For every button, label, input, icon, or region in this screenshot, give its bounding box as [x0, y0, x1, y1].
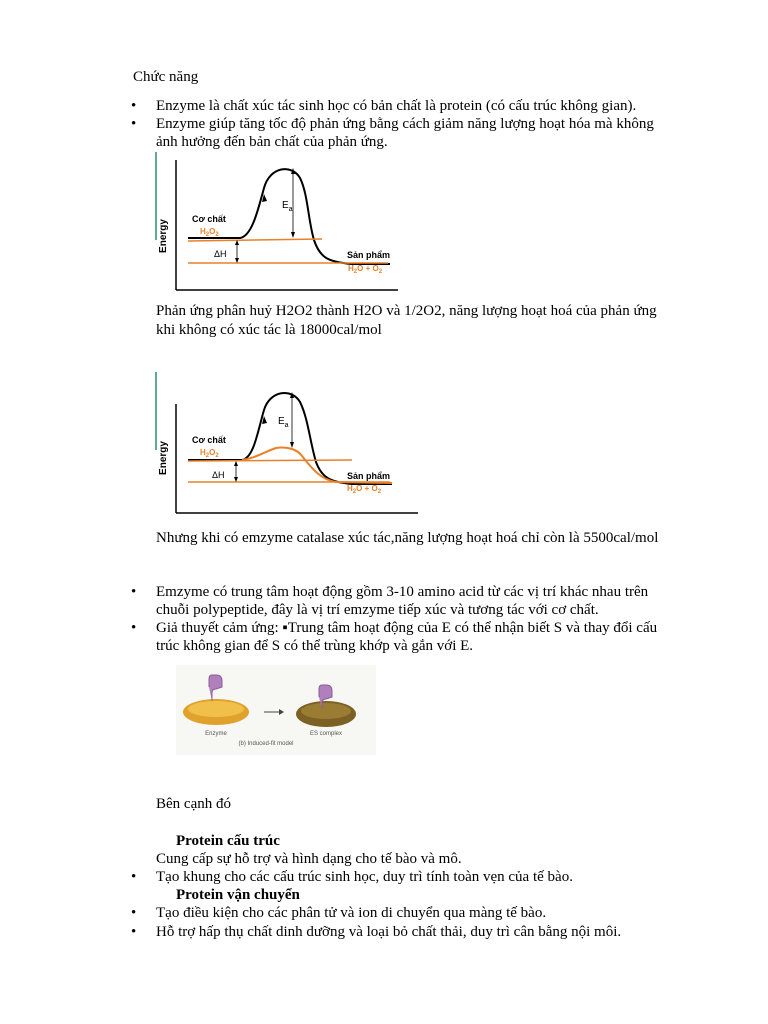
delta-h-label: ΔH [214, 249, 227, 259]
paragraph-line: khi không có xúc tác là 18000cal/mol [156, 322, 382, 338]
section-title: Protein vận chuyển [176, 887, 300, 903]
paragraph-line: Cung cấp sự hỗ trợ và hình dạng cho tế bào và mô. [156, 851, 462, 867]
product-label: Sản phẩm [347, 250, 391, 260]
induced-fit-caption: (b) Induced-fit model [238, 741, 294, 747]
energy-diagram-uncatalyzed [152, 150, 402, 295]
product-formula: $H_2O + O_2$ [348, 264, 383, 275]
bullet-text-continued: chuỗi polypeptide, đây là vị trí emzyme tiếp xúc và tương tác với cơ chất. [156, 602, 599, 618]
induced-fit-model-image [176, 665, 376, 755]
bullet-text: Tạo khung cho các cấu trúc sinh học, duy trì tính toàn vẹn của tế bào. [156, 869, 573, 885]
paragraph-line: Phản ứng phân huỷ H2O2 thành H2O và 1/2O2, năng lượng hoạt hoá của phản ứng [156, 303, 657, 319]
bullet-text: Emzyme có trung tâm hoạt động gồm 3-10 amino acid từ các vị trí khác nhau trên [156, 584, 649, 600]
section-title: Protein cấu trúc [176, 833, 280, 849]
bullet-text-continued: trúc không gian để S có thể trùng khớp và gắn với E. [156, 638, 474, 654]
energy-diagram-catalyzed [152, 370, 422, 520]
section-heading: Chức năng [133, 69, 199, 85]
substrate-label: Cơ chất [192, 435, 226, 445]
bullet-icon: • [131, 620, 137, 636]
bullet-text: Enzyme giúp tăng tốc độ phản ứng bằng cách giảm năng lượng hoạt hóa mà không [156, 116, 654, 132]
bullet-text: Tạo điều kiện cho các phân tử và ion di chuyển qua màng tế bào. [156, 905, 547, 921]
bullet-icon: • [131, 584, 137, 600]
y-axis-label: Energy [158, 441, 169, 475]
bullet-text: Enzyme là chất xúc tác sinh học có bản chất là protein (có cấu trúc không gian). [156, 98, 637, 114]
bullet-icon: • [131, 869, 137, 885]
delta-h-label: ΔH [212, 470, 225, 480]
ea-label: $E_a$ [278, 416, 289, 429]
substrate-formula: $H_2O_2$ [200, 448, 219, 459]
enzyme-label: Enzyme [205, 731, 227, 737]
bullet-text: Giả thuyết cảm ứng: ▪Trung tâm hoạt động của E có thể nhận biết S và thay đổi cấu [156, 620, 658, 636]
substrate-label: Cơ chất [192, 214, 226, 224]
y-axis-label: Energy [158, 219, 169, 253]
es-complex-label: ES complex [309, 731, 343, 737]
product-formula: $H_2O + O_2$ [347, 484, 382, 495]
bullet-text: Hỗ trợ hấp thụ chất dinh dưỡng và loại bỏ chất thải, duy trì cân bằng nội môi. [156, 924, 622, 940]
bullet-text-continued: ảnh hưởng đến bản chất của phản ứng. [156, 134, 388, 150]
product-label: Sản phẩm [347, 471, 391, 481]
bullet-icon: • [131, 98, 137, 114]
bullet-icon: • [131, 905, 137, 921]
substrate-formula: $H_2O_2$ [200, 227, 219, 238]
bullet-icon: • [131, 924, 137, 940]
paragraph-line: Nhưng khi có emzyme catalase xúc tác,năng lượng hoạt hoá chỉ còn là 5500cal/mol [156, 530, 659, 546]
ea-label: $E_a$ [282, 200, 293, 213]
paragraph-line: Bên cạnh đó [156, 796, 231, 812]
bullet-icon: • [131, 116, 137, 132]
